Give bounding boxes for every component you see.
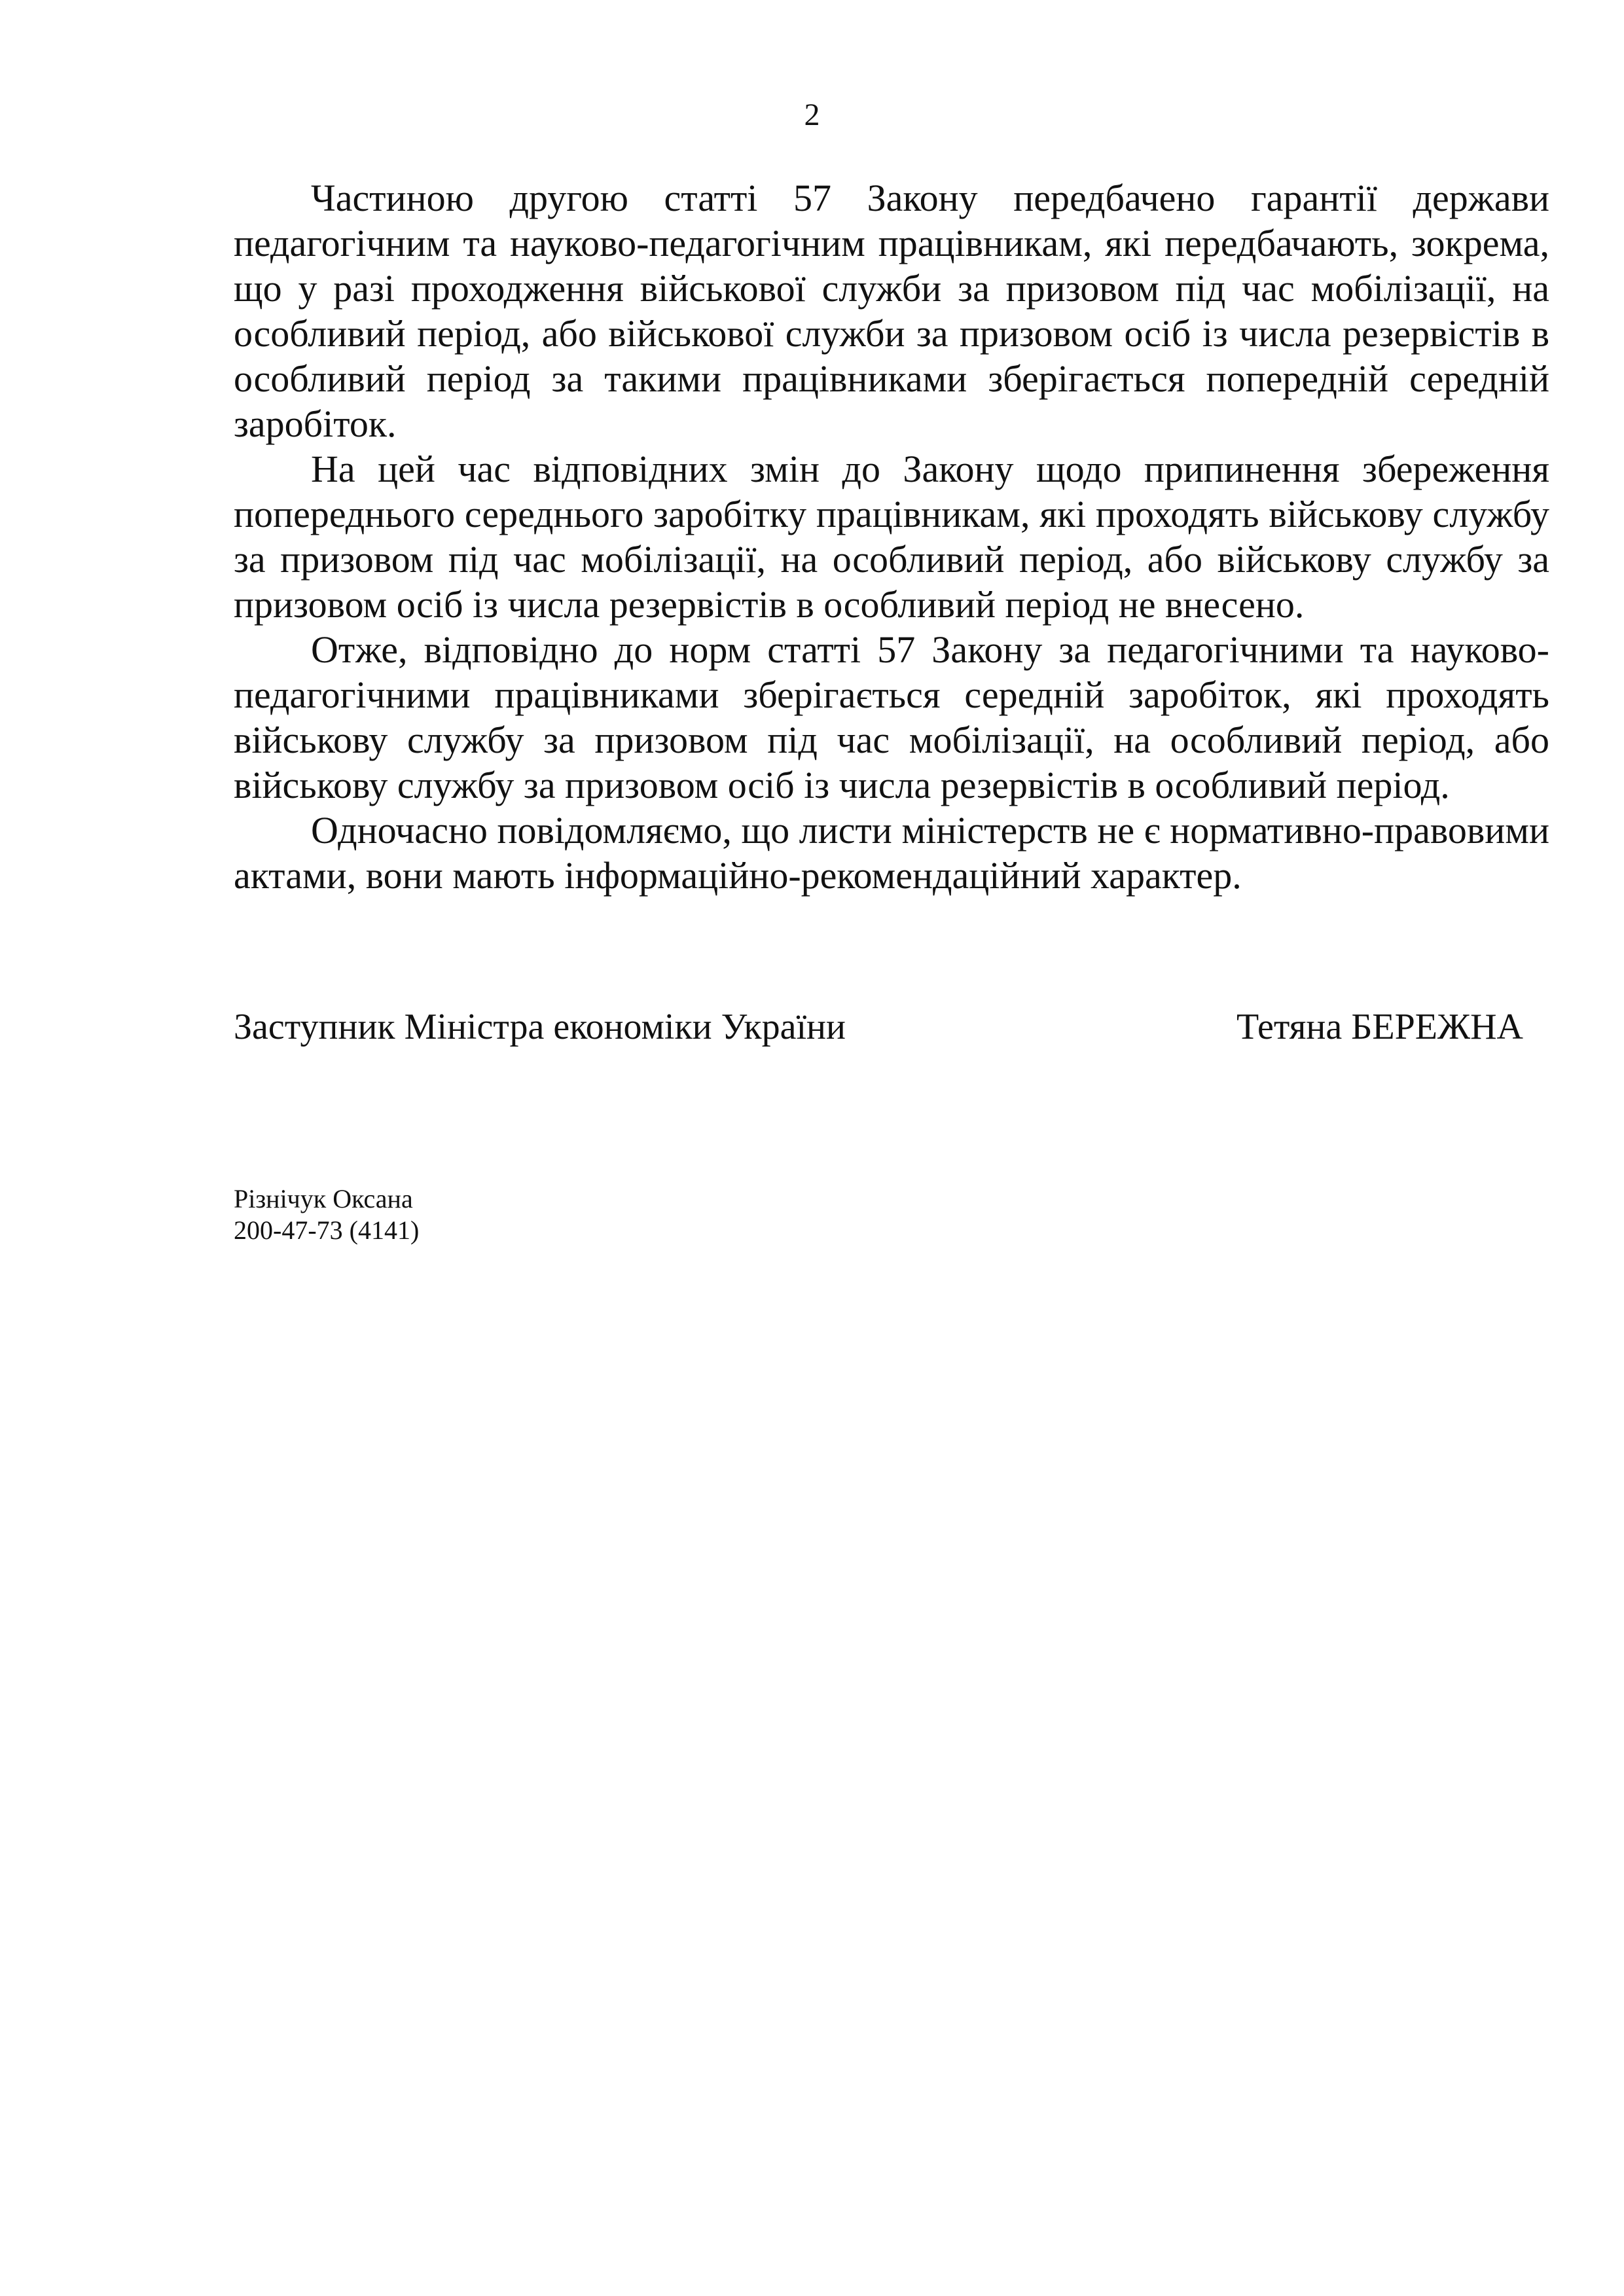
signature-block (234, 1005, 1523, 1049)
paragraph: На цей час відповідних змін до Закону щодо припинення збереження попереднього середнього заробітку працівникам, які проходять військову службу за призовом під час мобілізації, на особливий період, або військову службу за призовом осіб із числа резервістів в особливий період не внесено. (234, 448, 1549, 626)
signatory-name: Тетяна БЕРЕЖНА (1236, 1007, 1523, 1047)
letter-body (234, 175, 1549, 898)
paragraph: Частиною другою статті 57 Закону передбачено гарантії держави педагогічним та науково-педагогічним працівникам, які передбачають, зокрема, що у разі проходження військової служби за призовом під час мобілізації, на особливий період, або військової служби за призовом осіб із числа резервістів в особливий період за такими працівниками зберігається попередній середній заробіток. (234, 177, 1549, 445)
paragraph: Отже, відповідно до норм статті 57 Закону за педагогічними та науково-педагогічними працівниками зберігається середній заробіток, які проходять військову службу за призовом під час мобілізації, на особливий період, або військову службу за призовом осіб із числа резервістів в особливий період. (234, 628, 1549, 806)
page-number: 2 (804, 98, 820, 132)
paragraph: Одночасно повідомляємо, що листи міністерств не є нормативно-правовими актами, вони мають інформаційно-рекомендаційний характер. (234, 809, 1549, 897)
signatory-position: Заступник Міністра економіки України (234, 1007, 846, 1047)
executor-phone: 200-47-73 (4141) (234, 1215, 420, 1245)
executor-info (234, 1183, 419, 1246)
executor-name: Різнічук Оксана (234, 1184, 413, 1213)
